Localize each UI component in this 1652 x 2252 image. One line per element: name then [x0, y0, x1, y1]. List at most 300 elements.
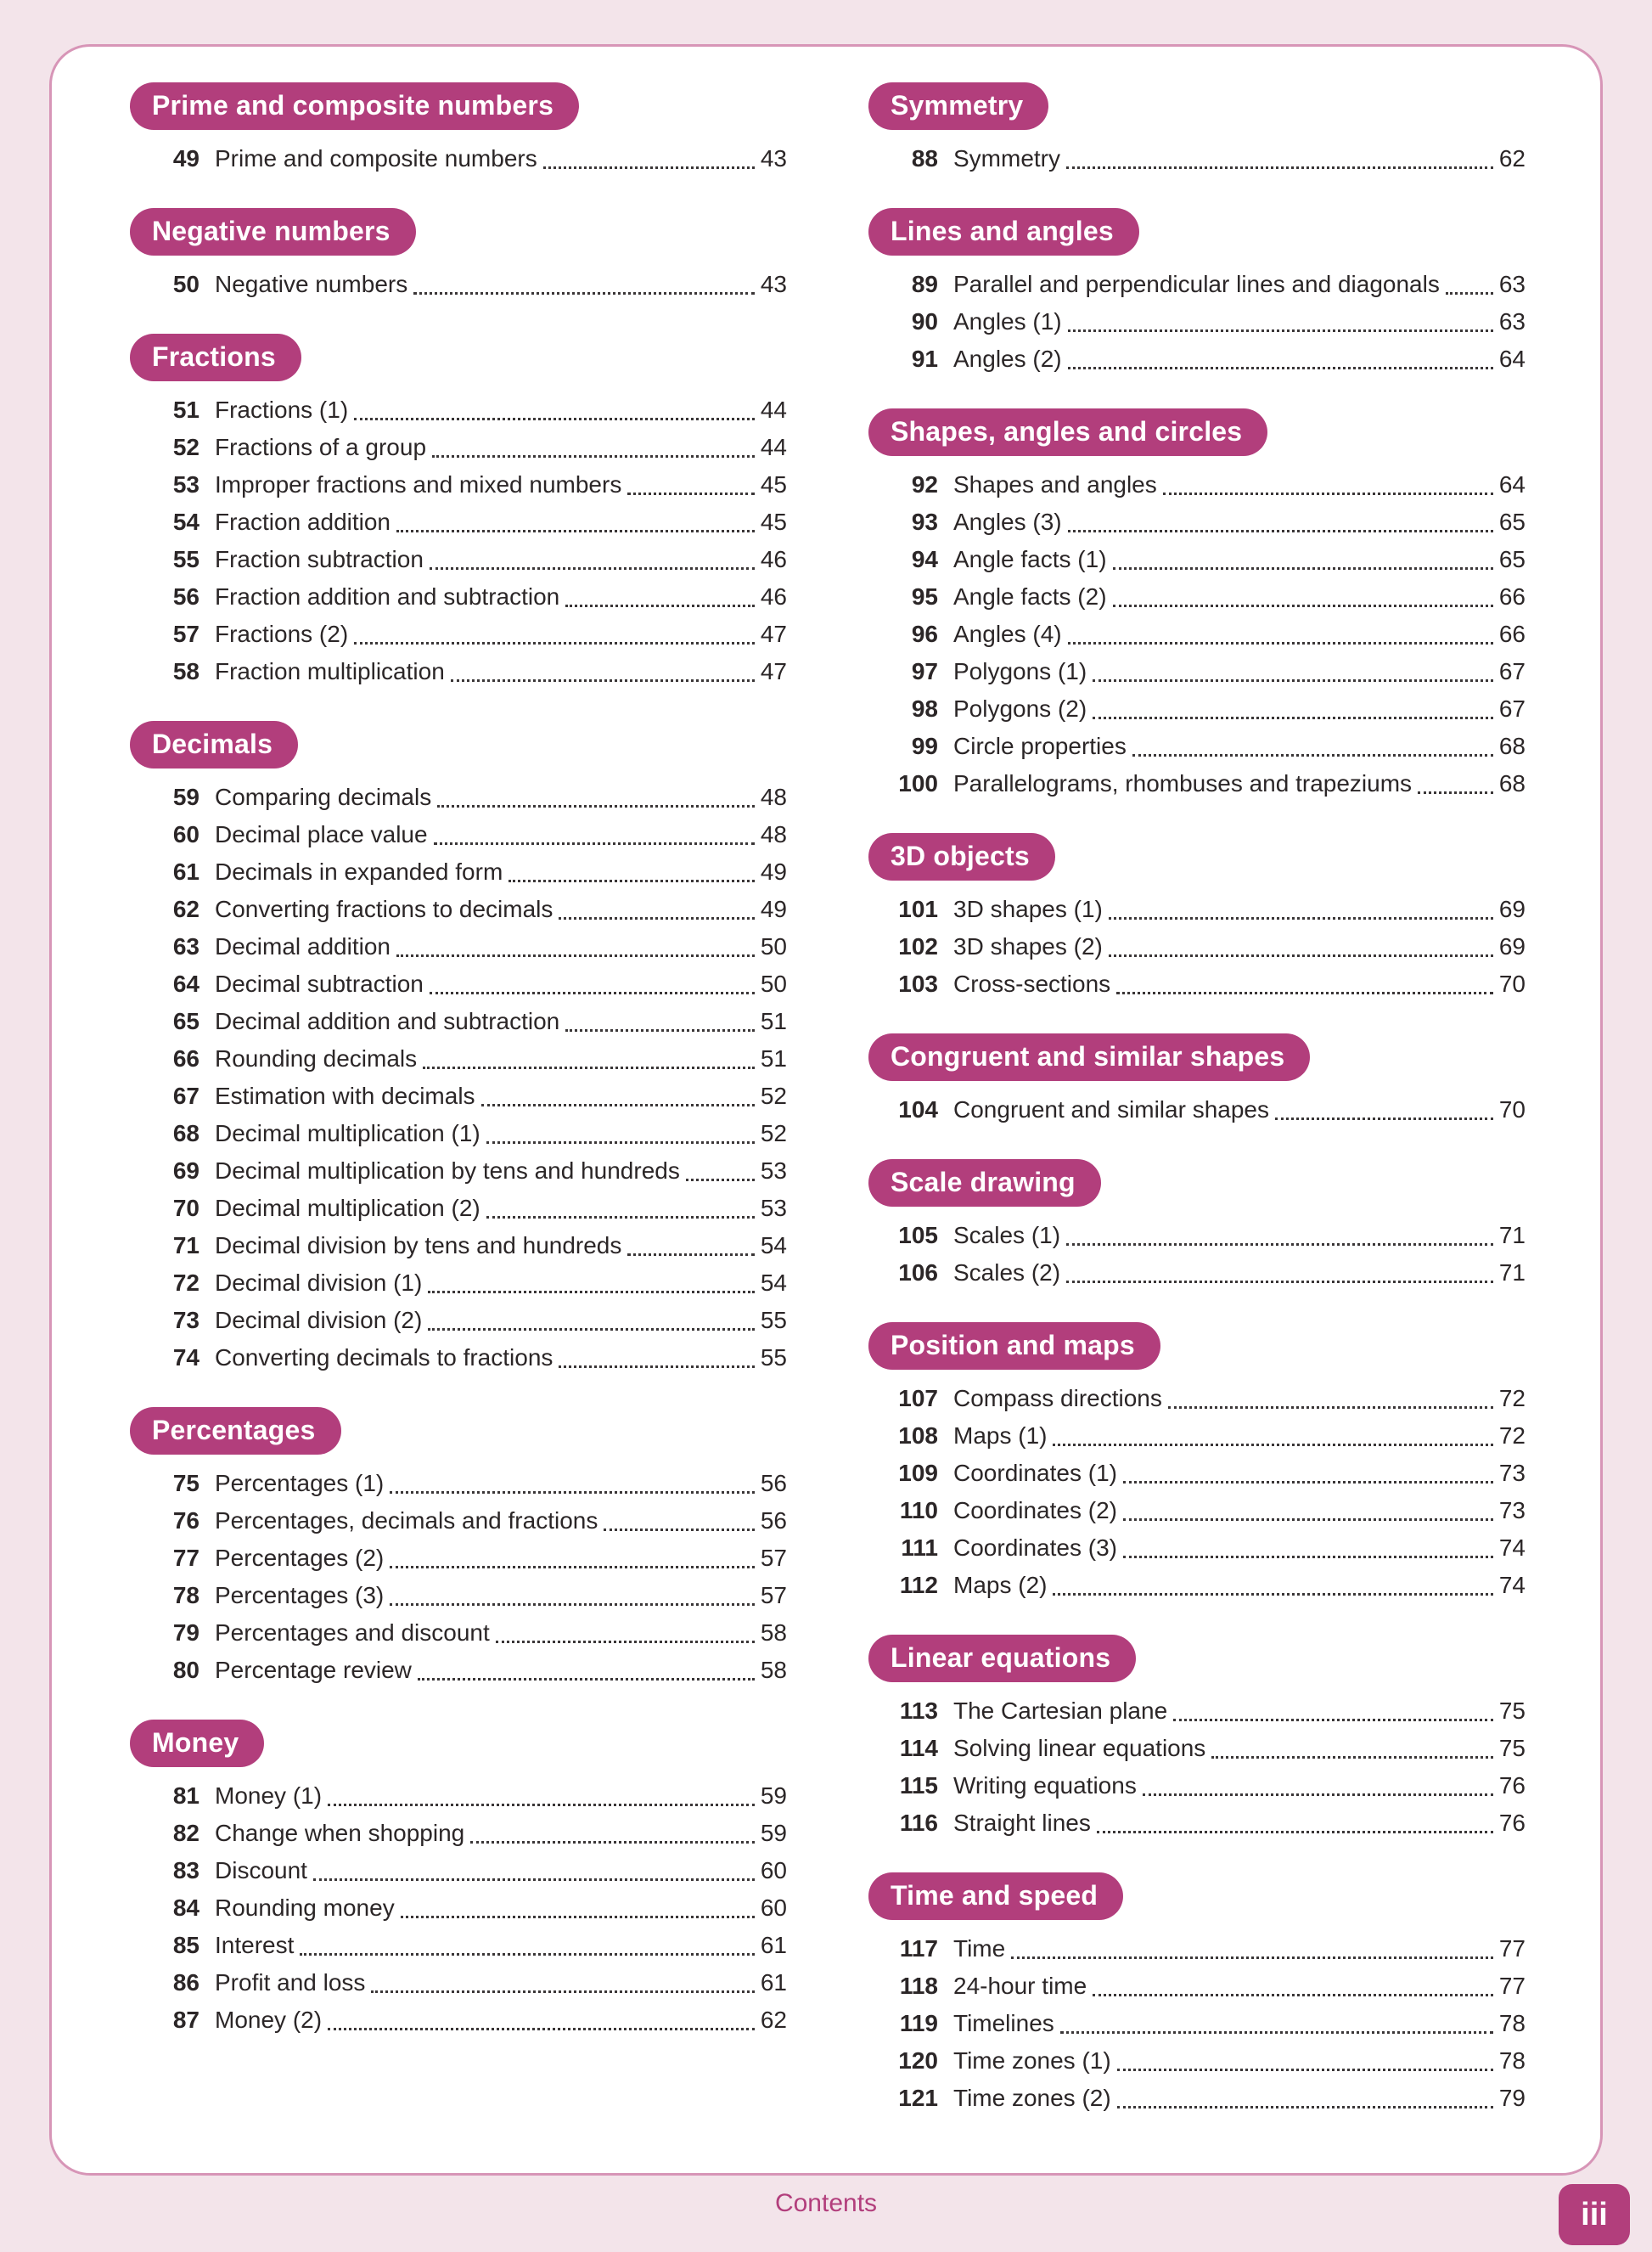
dot-leader: [371, 1964, 754, 1993]
entry-number: 114: [899, 1735, 938, 1761]
dot-leader: [390, 1465, 755, 1494]
entry-page-number: 72: [1498, 1422, 1526, 1449]
toc-entry: [130, 1190, 787, 1227]
dot-leader: [1418, 765, 1493, 794]
toc-entry: [130, 1264, 787, 1302]
entry-page-number: 49: [760, 896, 787, 922]
dot-leader: [390, 1540, 755, 1568]
entry-page-number: 44: [760, 397, 787, 423]
entry-title: Percentages and discount: [215, 1619, 490, 1646]
entry-title: Percentage review: [215, 1657, 412, 1683]
toc-entry: [868, 653, 1526, 690]
entry-page-number: 75: [1498, 1735, 1526, 1761]
section-heading-pill: 3D objects: [868, 833, 1055, 881]
entry-number: 78: [172, 1582, 199, 1608]
dot-leader: [1132, 728, 1493, 757]
entry-page-number: 47: [760, 621, 787, 647]
toc-entry: [130, 541, 787, 578]
entry-number: 92: [911, 471, 938, 498]
entry-title: Percentages (1): [215, 1470, 385, 1496]
toc-entry: [130, 891, 787, 928]
entry-page-number: 56: [760, 1470, 787, 1496]
dot-leader: [328, 2001, 755, 2030]
entry-page-number: 78: [1498, 2047, 1526, 2074]
entry-title: Angles (3): [953, 509, 1062, 535]
entry-number: 97: [911, 658, 938, 684]
entry-title: The Cartesian plane: [953, 1697, 1168, 1724]
dot-leader: [1066, 140, 1493, 169]
entry-number: 51: [172, 397, 199, 423]
dot-leader: [565, 578, 755, 607]
dot-leader: [1123, 1492, 1493, 1521]
entry-title: Fractions (1): [215, 397, 349, 423]
entry-page-number: 51: [760, 1045, 787, 1072]
toc-entry: [130, 1540, 787, 1577]
toc-entry: [130, 1152, 787, 1190]
dot-leader: [1117, 2042, 1493, 2071]
entry-number: 52: [172, 434, 199, 460]
dot-leader: [401, 1889, 755, 1918]
dot-leader: [627, 1227, 754, 1256]
entry-title: Profit and loss: [215, 1969, 366, 1996]
toc-entry: [130, 140, 787, 177]
entry-title: Fractions (2): [215, 621, 349, 647]
toc-entry: [868, 1380, 1526, 1417]
dot-leader: [1163, 466, 1493, 495]
toc-entry: [868, 1529, 1526, 1567]
dot-leader: [432, 429, 755, 458]
toc-entry: [868, 2042, 1526, 2080]
entry-number: 80: [172, 1657, 199, 1683]
entry-title: Coordinates (1): [953, 1460, 1117, 1486]
toc-entry: [868, 1492, 1526, 1529]
dot-leader: [1123, 1455, 1493, 1484]
entry-number: 59: [172, 784, 199, 810]
entry-page-number: 60: [760, 1857, 787, 1883]
toc-entry: [868, 690, 1526, 728]
toc-entry: [130, 504, 787, 541]
dot-leader: [428, 1264, 755, 1293]
entry-page-number: 70: [1498, 1096, 1526, 1123]
toc-entry: [868, 2080, 1526, 2117]
toc-entry: [130, 1815, 787, 1852]
dot-leader: [313, 1852, 755, 1881]
toc-entry: [868, 1217, 1526, 1254]
dot-leader: [1446, 266, 1493, 295]
entry-page-number: 77: [1498, 1973, 1526, 1999]
toc-entry: [130, 1339, 787, 1377]
entry-title: Percentages, decimals and fractions: [215, 1507, 598, 1534]
dot-leader: [1113, 578, 1493, 607]
entry-page-number: 54: [760, 1270, 787, 1296]
entry-title: Solving linear equations: [953, 1735, 1206, 1761]
entry-page-number: 57: [760, 1545, 787, 1571]
entry-page-number: 46: [760, 546, 787, 572]
entry-number: 60: [172, 821, 199, 847]
entry-page-number: 77: [1498, 1935, 1526, 1962]
dot-leader: [604, 1502, 754, 1531]
entry-page-number: 64: [1498, 471, 1526, 498]
dot-leader: [1093, 1968, 1493, 1996]
entry-title: Fraction multiplication: [215, 658, 445, 684]
dot-leader: [509, 853, 755, 882]
entry-title: Rounding decimals: [215, 1045, 418, 1072]
entry-number: 77: [172, 1545, 199, 1571]
dot-leader: [559, 1339, 754, 1368]
entry-number: 70: [172, 1195, 199, 1221]
entry-number: 99: [911, 733, 938, 759]
entry-number: 56: [172, 583, 199, 610]
dot-leader: [1053, 1567, 1492, 1596]
entry-title: Coordinates (3): [953, 1534, 1117, 1561]
entry-title: Angle facts (2): [953, 583, 1107, 610]
entry-page-number: 53: [760, 1157, 787, 1184]
entry-page-number: 53: [760, 1195, 787, 1221]
entry-title: Symmetry: [953, 145, 1060, 172]
toc-column-1: [130, 82, 787, 2156]
toc-section: [868, 833, 1526, 1003]
entry-number: 62: [172, 896, 199, 922]
dot-leader: [486, 1115, 755, 1144]
toc-entry: [130, 966, 787, 1003]
dot-leader: [1066, 1217, 1493, 1246]
toc-section: [130, 721, 787, 1377]
entry-number: 102: [898, 933, 938, 960]
section-heading-pill: Percentages: [130, 1407, 341, 1455]
entry-page-number: 71: [1498, 1222, 1526, 1248]
dot-leader: [1093, 653, 1493, 682]
toc-entry: [130, 1227, 787, 1264]
entry-page-number: 55: [760, 1344, 787, 1371]
entry-title: 3D shapes (2): [953, 933, 1103, 960]
dot-leader: [1123, 1529, 1493, 1558]
entry-page-number: 64: [1498, 346, 1526, 372]
toc-entry: [868, 1730, 1526, 1767]
toc-entry: [130, 1927, 787, 1964]
toc-section: [130, 1720, 787, 2039]
section-heading-pill: Scale drawing: [868, 1159, 1101, 1207]
entry-number: 69: [172, 1157, 199, 1184]
entry-number: 100: [898, 770, 938, 797]
entry-number: 49: [172, 145, 199, 172]
toc-entry: [130, 1302, 787, 1339]
entry-title: Money (2): [215, 2007, 323, 2033]
entry-number: 55: [172, 546, 199, 572]
entry-number: 101: [898, 896, 938, 922]
entry-page-number: 43: [760, 145, 787, 172]
dot-leader: [428, 1302, 755, 1331]
entry-page-number: 62: [760, 2007, 787, 2033]
entry-title: Time zones (1): [953, 2047, 1111, 2074]
toc-section: [130, 82, 787, 177]
dot-leader: [686, 1152, 755, 1181]
toc-columns: [52, 47, 1600, 2173]
toc-entry: [868, 765, 1526, 802]
dot-leader: [1093, 690, 1493, 719]
dot-leader: [1168, 1380, 1493, 1409]
entry-number: 61: [172, 859, 199, 885]
toc-entry: [868, 966, 1526, 1003]
entry-number: 111: [901, 1534, 938, 1561]
entry-number: 54: [172, 509, 199, 535]
toc-column-2: [868, 82, 1526, 2156]
entry-page-number: 46: [760, 583, 787, 610]
toc-entry: [130, 1777, 787, 1815]
entry-number: 53: [172, 471, 199, 498]
toc-entry: [130, 1115, 787, 1152]
dot-leader: [1109, 928, 1493, 957]
entry-page-number: 55: [760, 1307, 787, 1333]
toc-entry: [868, 140, 1526, 177]
toc-entry: [868, 504, 1526, 541]
entry-title: Time: [953, 1935, 1006, 1962]
toc-entry: [868, 1968, 1526, 2005]
entry-title: Decimal addition: [215, 933, 391, 960]
toc-entry: [868, 1930, 1526, 1968]
toc-entry: [130, 1078, 787, 1115]
entry-title: Rounding money: [215, 1894, 395, 1921]
dot-leader: [423, 1040, 755, 1069]
entry-title: Parallelograms, rhombuses and trapeziums: [953, 770, 1413, 797]
dot-leader: [1066, 1254, 1493, 1283]
dot-leader: [451, 653, 755, 682]
entry-page-number: 58: [760, 1657, 787, 1683]
section-heading-pill: Decimals: [130, 721, 298, 768]
entry-title: Comparing decimals: [215, 784, 432, 810]
toc-entry: [130, 391, 787, 429]
entry-page-number: 62: [1498, 145, 1526, 172]
toc-section: [868, 208, 1526, 378]
page-number-badge: iii: [1559, 2184, 1630, 2245]
entry-page-number: 73: [1498, 1460, 1526, 1486]
section-heading-pill: Congruent and similar shapes: [868, 1033, 1310, 1081]
toc-section: [868, 82, 1526, 177]
toc-entry: [868, 616, 1526, 653]
entry-number: 86: [172, 1969, 199, 1996]
toc-entry: [868, 578, 1526, 616]
entry-number: 85: [172, 1932, 199, 1958]
entry-page-number: 50: [760, 933, 787, 960]
entry-number: 82: [172, 1820, 199, 1846]
entry-title: Money (1): [215, 1782, 323, 1809]
entry-title: Decimal division by tens and hundreds: [215, 1232, 622, 1258]
toc-section: [868, 1033, 1526, 1129]
entry-page-number: 50: [760, 971, 787, 997]
entry-page-number: 59: [760, 1820, 787, 1846]
dot-leader: [1011, 1930, 1493, 1959]
dot-leader: [396, 504, 755, 532]
toc-entry: [868, 928, 1526, 966]
entry-number: 108: [898, 1422, 938, 1449]
toc-entry: [130, 578, 787, 616]
entry-title: Time zones (2): [953, 2085, 1111, 2111]
toc-entry: [868, 1804, 1526, 1842]
dot-leader: [1068, 341, 1493, 369]
entry-title: Prime and composite numbers: [215, 145, 537, 172]
toc-entry: [130, 853, 787, 891]
dot-leader: [496, 1614, 755, 1643]
dot-leader: [565, 1003, 755, 1032]
dot-leader: [1113, 541, 1493, 570]
toc-entry: [868, 891, 1526, 928]
entry-title: Converting decimals to fractions: [215, 1344, 553, 1371]
toc-entry: [868, 1455, 1526, 1492]
entry-number: 116: [899, 1810, 938, 1836]
toc-entry: [130, 1964, 787, 2001]
entry-title: Shapes and angles: [953, 471, 1157, 498]
entry-number: 87: [172, 2007, 199, 2033]
section-heading-pill: Negative numbers: [130, 208, 416, 256]
entry-title: Straight lines: [953, 1810, 1091, 1836]
entry-title: Discount: [215, 1857, 307, 1883]
section-heading-pill: Symmetry: [868, 82, 1048, 130]
entry-number: 67: [172, 1083, 199, 1109]
toc-section: [868, 408, 1526, 802]
toc-entry: [868, 303, 1526, 341]
toc-section: [130, 334, 787, 690]
entry-number: 71: [172, 1232, 199, 1258]
toc-entry: [868, 266, 1526, 303]
toc-section: [868, 1635, 1526, 1842]
dot-leader: [1143, 1767, 1493, 1796]
dot-leader: [1097, 1804, 1493, 1833]
entry-title: Decimal subtraction: [215, 971, 424, 997]
entry-page-number: 52: [760, 1120, 787, 1146]
entry-title: Congruent and similar shapes: [953, 1096, 1269, 1123]
dot-leader: [1117, 2080, 1493, 2108]
toc-entry: [130, 779, 787, 816]
entry-page-number: 48: [760, 821, 787, 847]
entry-number: 91: [911, 346, 938, 372]
toc-entry: [130, 1852, 787, 1889]
entry-page-number: 48: [760, 784, 787, 810]
entry-title: Estimation with decimals: [215, 1083, 475, 1109]
entry-number: 84: [172, 1894, 199, 1921]
entry-title: Fractions of a group: [215, 434, 427, 460]
entry-number: 98: [911, 695, 938, 722]
entry-page-number: 70: [1498, 971, 1526, 997]
dot-leader: [1053, 1417, 1492, 1446]
entry-title: Polygons (2): [953, 695, 1087, 722]
entry-title: Writing equations: [953, 1772, 1137, 1799]
entry-number: 95: [911, 583, 938, 610]
entry-number: 83: [172, 1857, 199, 1883]
toc-entry: [130, 1652, 787, 1689]
toc-entry: [868, 1692, 1526, 1730]
toc-entry: [130, 429, 787, 466]
dot-leader: [481, 1078, 755, 1106]
entry-number: 103: [898, 971, 938, 997]
dot-leader: [1275, 1091, 1493, 1120]
entry-page-number: 66: [1498, 621, 1526, 647]
toc-section: [868, 1322, 1526, 1604]
entry-page-number: 63: [1498, 308, 1526, 335]
toc-section: [130, 208, 787, 303]
entry-number: 81: [172, 1782, 199, 1809]
entry-page-number: 78: [1498, 2010, 1526, 2036]
dot-leader: [354, 391, 755, 420]
section-heading-pill: Prime and composite numbers: [130, 82, 579, 130]
entry-title: Scales (2): [953, 1259, 1061, 1286]
entry-page-number: 74: [1498, 1572, 1526, 1598]
entry-number: 88: [911, 145, 938, 172]
dot-leader: [486, 1190, 755, 1219]
entry-number: 58: [172, 658, 199, 684]
entry-title: Coordinates (2): [953, 1497, 1117, 1523]
entry-page-number: 68: [1498, 770, 1526, 797]
toc-entry: [868, 1567, 1526, 1604]
toc-entry: [868, 466, 1526, 504]
entry-number: 57: [172, 621, 199, 647]
entry-number: 104: [898, 1096, 938, 1123]
entry-number: 93: [911, 509, 938, 535]
entry-number: 110: [899, 1497, 938, 1523]
dot-leader: [627, 466, 755, 495]
dot-leader: [543, 140, 755, 169]
entry-page-number: 52: [760, 1083, 787, 1109]
toc-entry: [130, 1502, 787, 1540]
toc-entry: [130, 266, 787, 303]
entry-page-number: 75: [1498, 1697, 1526, 1724]
entry-number: 113: [899, 1697, 938, 1724]
toc-entry: [868, 1767, 1526, 1804]
section-heading-pill: Shapes, angles and circles: [868, 408, 1267, 456]
toc-entry: [130, 1003, 787, 1040]
entry-title: Decimal multiplication by tens and hundreds: [215, 1157, 680, 1184]
entry-page-number: 51: [760, 1008, 787, 1034]
entry-page-number: 57: [760, 1582, 787, 1608]
entry-title: Scales (1): [953, 1222, 1061, 1248]
entry-page-number: 69: [1498, 896, 1526, 922]
entry-title: Decimal division (2): [215, 1307, 423, 1333]
toc-section: [868, 1159, 1526, 1292]
entry-title: 24-hour time: [953, 1973, 1087, 1999]
entry-title: Circle properties: [953, 733, 1127, 759]
contents-footer-label: Contents: [774, 2189, 878, 2217]
entry-page-number: 43: [760, 271, 787, 297]
dot-leader: [559, 891, 754, 920]
toc-entry: [868, 1091, 1526, 1129]
entry-title: Interest: [215, 1932, 295, 1958]
entry-page-number: 76: [1498, 1810, 1526, 1836]
dot-leader: [1068, 303, 1493, 332]
entry-number: 106: [898, 1259, 938, 1286]
toc-entry: [130, 1577, 787, 1614]
dot-leader: [1068, 504, 1493, 532]
toc-section: [130, 1407, 787, 1689]
toc-section: [868, 1872, 1526, 2117]
toc-entry: [868, 1417, 1526, 1455]
toc-entry: [868, 341, 1526, 378]
entry-number: 90: [911, 308, 938, 335]
entry-number: 64: [172, 971, 199, 997]
entry-title: Improper fractions and mixed numbers: [215, 471, 622, 498]
entry-title: Angles (4): [953, 621, 1062, 647]
dot-leader: [1116, 966, 1493, 994]
dot-leader: [328, 1777, 755, 1806]
toc-entry: [868, 541, 1526, 578]
entry-title: Compass directions: [953, 1385, 1162, 1411]
entry-title: Parallel and perpendicular lines and diagonals: [953, 271, 1440, 297]
entry-title: Angles (1): [953, 308, 1062, 335]
entry-page-number: 74: [1498, 1534, 1526, 1561]
entry-title: Percentages (3): [215, 1582, 385, 1608]
entry-page-number: 67: [1498, 658, 1526, 684]
toc-entry: [130, 816, 787, 853]
entry-title: Fraction subtraction: [215, 546, 424, 572]
entry-number: 66: [172, 1045, 199, 1072]
entry-page-number: 71: [1498, 1259, 1526, 1286]
